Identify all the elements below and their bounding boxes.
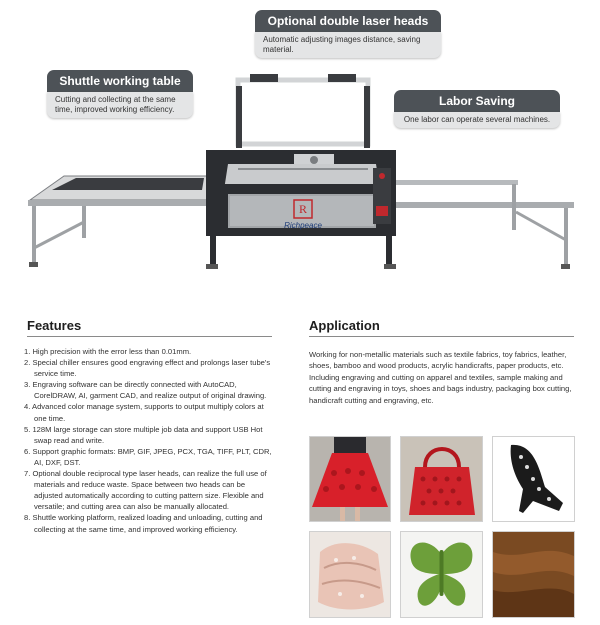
logo-letter: R — [298, 202, 308, 216]
callout-text: Automatic adjusting images distance, saving material. — [255, 32, 441, 58]
callout-text: Cutting and collecting at the same time, improved working efficiency. — [47, 92, 193, 118]
application-divider — [309, 336, 574, 337]
application-text — [309, 349, 574, 406]
red-handbag-photo — [400, 436, 483, 522]
features-divider — [27, 336, 272, 337]
green-butterfly-photo — [400, 531, 483, 618]
feature-item: 4. Advanced color manage system, supports to output multiply colors at one time. — [24, 402, 264, 423]
right-shuttle-table — [394, 180, 574, 269]
feature-item: 3. Engraving software can be directly connected with AutoCAD, CorelDRAW, AI, garment CAD, and realize output of original drawing. — [24, 380, 267, 401]
application-paragraph: Including engraving and cutting on apparel and textiles, sample making and cutting and engraving in toys, shoes and bags industry, packaging box cutting, handicraft cutting and engraving, etc. — [309, 372, 572, 405]
features-list — [24, 346, 274, 535]
left-shuttle-table — [28, 176, 212, 267]
red-skirt-photo — [309, 436, 391, 522]
brand-name: Richpeace — [284, 221, 322, 230]
feature-item: 6. Support graphic formats: BMP, GIF, JPEG, PCX, TGA, TIFF, PLT, CDR, AI, DXF, DST. — [24, 446, 272, 467]
feature-item: 2. Special chiller ensures good engraving effect and prolongs laser tube's service time. — [24, 358, 271, 379]
features-heading: Features — [27, 318, 82, 333]
laser-machine-illustration — [24, 72, 580, 282]
feature-item: 7. Optional double reciprocal type laser heads, can realize the full use of materials and reduce waste. Space between two heads can be adjusted automatically according to cutting pattern size. Flexible and versatile; and cutting area can also be manually allocated. — [24, 469, 267, 512]
machine-lid — [236, 74, 370, 148]
feature-item: 8. Shuttle working platform, realized loading and unloading, cutting and collecting at the same time, and improved working efficiency. — [24, 513, 263, 534]
callout-text: One labor can operate several machines. — [394, 112, 560, 128]
callout-title: Shuttle working table — [47, 70, 193, 92]
application-paragraph: Working for non-metallic materials such as textile fabrics, toy fabrics, leather, shoes, bamboo and wood products, acrylic handicrafts, paper products, etc. — [309, 350, 567, 371]
feature-item: 1. High precision with the error less than 0.01mm. — [24, 347, 192, 356]
feature-item: 5. 128M large storage can store multiple job data and support USB Hot swap read and write. — [24, 424, 263, 445]
brown-leather-photo — [492, 531, 575, 618]
callout-title: Optional double laser heads — [255, 10, 441, 32]
pink-lace-photo — [309, 531, 391, 618]
application-heading: Application — [309, 318, 380, 333]
callout-laser-heads — [255, 10, 441, 58]
callout-title: Labor Saving — [394, 90, 560, 112]
black-shoe-photo — [492, 436, 575, 522]
